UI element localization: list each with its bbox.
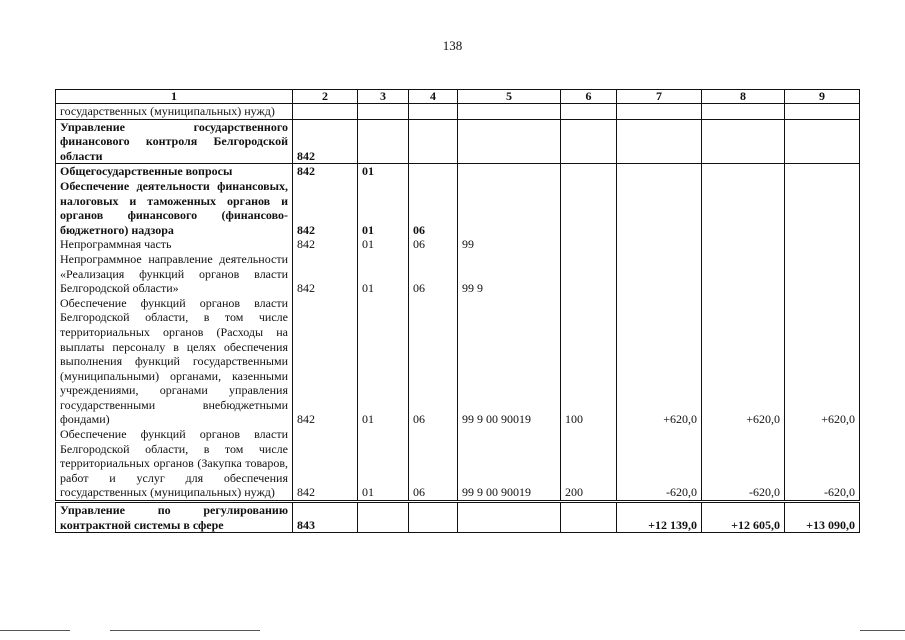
table-row <box>56 296 860 427</box>
cell-c3 <box>358 104 409 120</box>
row-name: Управление государственного финансового контроля Белгородской области <box>56 119 293 164</box>
page-number: 138 <box>442 38 463 53</box>
cell-c2: 842 <box>293 296 358 427</box>
cell-c3: 01 <box>358 179 409 237</box>
cell-c8 <box>702 237 785 252</box>
row-name: Обеспечение функций органов власти Белгородской области, в том числе территориальных органов (Закупка товаров, работ и услуг для обеспечения государственных (муниципальных) нужд) <box>56 427 293 501</box>
cell-c4: 06 <box>409 252 458 296</box>
cell-c8 <box>702 164 785 179</box>
cell-c8: +12 605,0 <box>702 502 785 533</box>
cell-c7: -620,0 <box>617 427 702 501</box>
row-name: Управление по регулированию контрактной системы в сфере <box>56 502 293 533</box>
cell-c5: 99 9 00 90019 <box>458 296 561 427</box>
cell-c4: 06 <box>409 237 458 252</box>
table-row <box>56 179 860 237</box>
cell-c9: +13 090,0 <box>785 502 860 533</box>
cell-c9 <box>785 179 860 237</box>
table-row <box>56 237 860 252</box>
cell-c4: 06 <box>409 179 458 237</box>
cell-c3: 01 <box>358 237 409 252</box>
cell-c5 <box>458 119 561 164</box>
cell-c8 <box>702 179 785 237</box>
cell-c4: 06 <box>409 296 458 427</box>
cell-c4: 06 <box>409 427 458 501</box>
col-header-3: 3 <box>358 90 409 104</box>
cell-c4 <box>409 502 458 533</box>
budget-table <box>55 89 860 533</box>
cell-c2: 842 <box>293 252 358 296</box>
cell-c2: 842 <box>293 179 358 237</box>
cell-c6 <box>561 237 617 252</box>
cell-c3 <box>358 119 409 164</box>
col-header-6: 6 <box>561 90 617 104</box>
cell-c6 <box>561 252 617 296</box>
table-row <box>56 119 860 164</box>
cell-c7 <box>617 252 702 296</box>
cell-c6 <box>561 502 617 533</box>
cell-c9 <box>785 119 860 164</box>
cell-c5: 99 9 00 90019 <box>458 427 561 501</box>
scan-artifact-line <box>0 630 70 631</box>
table-row <box>56 252 860 296</box>
cell-c3: 01 <box>358 252 409 296</box>
scan-artifact-line <box>860 630 905 631</box>
cell-c7: +620,0 <box>617 296 702 427</box>
cell-c7 <box>617 119 702 164</box>
cell-c5 <box>458 502 561 533</box>
cell-c4 <box>409 164 458 179</box>
cell-c9: -620,0 <box>785 427 860 501</box>
cell-c5 <box>458 164 561 179</box>
cell-c2: 842 <box>293 237 358 252</box>
cell-c8 <box>702 119 785 164</box>
row-name: Обеспечение функций органов власти Белгородской области, в том числе территориальных органов (Расходы на выплаты персоналу в целях обеспечения выполнения функций государственными (муниципальными) органами, казенными учреждениями, органами управления государственными внебюджетными фондами) <box>56 296 293 427</box>
cell-c7 <box>617 179 702 237</box>
table-row <box>56 104 860 120</box>
cell-c6: 100 <box>561 296 617 427</box>
cell-c9: +620,0 <box>785 296 860 427</box>
cell-c9 <box>785 237 860 252</box>
cell-c2: 842 <box>293 164 358 179</box>
row-name: Общегосударственные вопросы <box>56 164 293 179</box>
row-name: государственных (муниципальных) нужд) <box>56 104 293 120</box>
cell-c4 <box>409 119 458 164</box>
cell-c7 <box>617 164 702 179</box>
col-header-7: 7 <box>617 90 702 104</box>
col-header-2: 2 <box>293 90 358 104</box>
cell-c2: 842 <box>293 427 358 501</box>
scan-artifact-line <box>110 630 260 631</box>
row-name: Непрограммная часть <box>56 237 293 252</box>
cell-c7 <box>617 237 702 252</box>
table-row <box>56 164 860 179</box>
cell-c2 <box>293 104 358 120</box>
cell-c7 <box>617 104 702 120</box>
cell-c9 <box>785 252 860 296</box>
cell-c3: 01 <box>358 427 409 501</box>
cell-c2: 842 <box>293 119 358 164</box>
col-header-1: 1 <box>56 90 293 104</box>
col-header-9: 9 <box>785 90 860 104</box>
cell-c7: +12 139,0 <box>617 502 702 533</box>
cell-c6 <box>561 164 617 179</box>
cell-c3: 01 <box>358 164 409 179</box>
row-name: Обеспечение деятельности финансовых, налоговых и таможенных органов и органов финансового (финансово-бюджетного) надзора <box>56 179 293 237</box>
cell-c6 <box>561 119 617 164</box>
cell-c3: 01 <box>358 296 409 427</box>
cell-c8 <box>702 252 785 296</box>
cell-c2: 843 <box>293 502 358 533</box>
table-row <box>56 502 860 533</box>
cell-c6 <box>561 179 617 237</box>
table-row <box>56 427 860 501</box>
col-header-5: 5 <box>458 90 561 104</box>
header-row <box>56 90 860 104</box>
cell-c8: +620,0 <box>702 296 785 427</box>
cell-c9 <box>785 164 860 179</box>
row-name: Непрограммное направление деятельности «Реализация функций органов власти Белгородской области» <box>56 252 293 296</box>
cell-c5: 99 <box>458 237 561 252</box>
cell-c8: -620,0 <box>702 427 785 501</box>
cell-c3 <box>358 502 409 533</box>
cell-c6 <box>561 104 617 120</box>
cell-c9 <box>785 104 860 120</box>
cell-c6: 200 <box>561 427 617 501</box>
cell-c4 <box>409 104 458 120</box>
cell-c5 <box>458 104 561 120</box>
cell-c8 <box>702 104 785 120</box>
col-header-4: 4 <box>409 90 458 104</box>
cell-c5 <box>458 179 561 237</box>
cell-c5: 99 9 <box>458 252 561 296</box>
col-header-8: 8 <box>702 90 785 104</box>
